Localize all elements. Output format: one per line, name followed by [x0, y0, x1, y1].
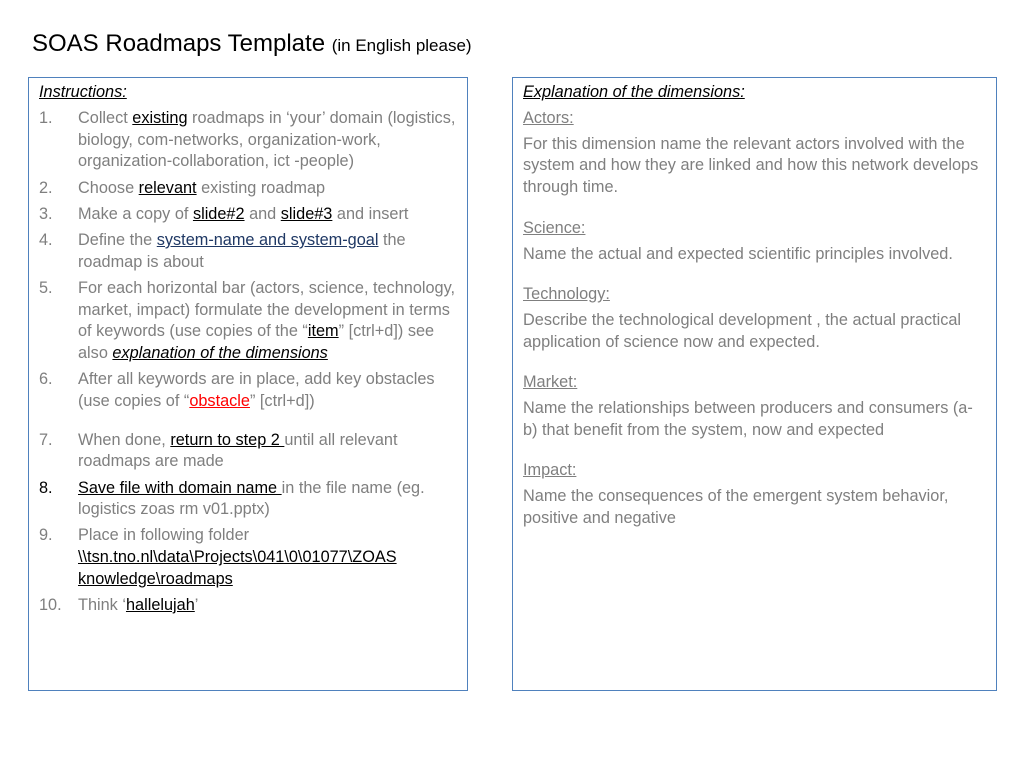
item-number: 3.	[39, 204, 53, 223]
section-heading: Market:	[523, 373, 578, 392]
item-text: ” [ctrl+d]) see also	[78, 322, 435, 363]
section-actors	[523, 108, 983, 199]
section-text: Name the consequences of the emergent system behavior, positive and negative	[523, 487, 949, 527]
item-text: Place in following folder	[78, 526, 250, 545]
link-return-step-2[interactable]: return to step 2	[170, 430, 285, 449]
instruction-item-8	[39, 478, 459, 521]
link-system-name-goal[interactable]: system-name and system-goal	[156, 231, 379, 250]
slide-title-main: SOAS Roadmaps Template	[32, 30, 326, 57]
instruction-item-1	[39, 108, 459, 173]
item-text: and	[244, 204, 281, 223]
link-slide-2[interactable]: slide#2	[192, 204, 245, 223]
item-text: Collect	[78, 109, 133, 127]
section-heading: Technology:	[523, 285, 610, 304]
item-number: 10.	[39, 596, 62, 615]
item-text: Define the	[78, 231, 157, 250]
item-number: 7.	[39, 430, 53, 449]
item-text: When done,	[78, 430, 171, 449]
item-number: 2.	[39, 178, 53, 197]
section-text: Name the actual and expected scientific principles involved.	[523, 244, 953, 263]
instruction-item-4	[39, 230, 459, 273]
link-obstacle[interactable]: obstacle	[189, 391, 250, 410]
instruction-item-6	[39, 369, 459, 412]
slide-title	[32, 30, 472, 58]
slide-title-sub: (in English please)	[331, 36, 472, 55]
item-number: 8.	[39, 478, 53, 497]
item-text: roadmaps in ‘your’ domain (logistics, biology, com-networks, organization-work, organization-collaboration, ict -people)	[78, 109, 456, 171]
link-save-file[interactable]: Save file with domain name	[78, 478, 282, 497]
item-text: For each horizontal bar (actors, science, technology, market, impact) formulate the development in terms of keywords (use copies of the “	[78, 278, 456, 341]
item-number: 5.	[39, 278, 53, 297]
item-text: until all relevant roadmaps are made	[78, 430, 398, 471]
item-number: 9.	[39, 526, 53, 545]
instruction-item-7	[39, 430, 459, 473]
link-item[interactable]: item	[307, 322, 339, 341]
item-number: 1.	[39, 109, 53, 127]
explanation-heading: Explanation of the dimensions:	[523, 83, 745, 101]
explanation-sections	[523, 108, 983, 549]
instruction-item-2	[39, 178, 459, 200]
section-text: Name the relationships between producers and consumers (a-b) that benefit from the system, now and expected	[523, 399, 973, 439]
item-text: Make a copy of	[78, 204, 193, 223]
item-text: Think ‘	[78, 596, 126, 615]
section-impact	[523, 460, 983, 529]
section-technology	[523, 284, 983, 353]
link-existing[interactable]: existing	[132, 109, 188, 127]
instructions-list	[39, 108, 459, 621]
link-relevant[interactable]: relevant	[138, 178, 197, 197]
item-number: 4.	[39, 231, 53, 250]
item-text: and insert	[332, 204, 409, 223]
item-number: 6.	[39, 370, 53, 389]
section-heading: Impact:	[523, 461, 577, 480]
item-text: Choose	[78, 178, 139, 197]
section-text: Describe the technological development , the actual practical application of science now and expected.	[523, 310, 962, 351]
item-text: After all keywords are in place, add key obstacles (use copies of “	[78, 370, 435, 410]
section-science	[523, 218, 983, 265]
instructions-heading: Instructions:	[39, 83, 127, 101]
section-heading: Science:	[523, 218, 586, 237]
link-hallelujah[interactable]: hallelujah	[125, 596, 195, 615]
link-explanation-dimensions[interactable]: explanation of the dimensions	[112, 344, 328, 363]
item-text: ’	[194, 596, 199, 615]
explanation-box	[512, 77, 997, 691]
instruction-item-3	[39, 204, 459, 226]
item-text: in the file name (eg. logistics zoas rm v01.pptx)	[78, 478, 425, 519]
item-text: the roadmap is about	[78, 231, 406, 271]
item-text: existing roadmap	[196, 178, 326, 197]
link-folder-path[interactable]: \\tsn.tno.nl\data\Projects\041\0\01077\ZOAS knowledge\roadmaps	[78, 548, 397, 588]
instruction-item-9	[39, 525, 459, 590]
instruction-item-10	[39, 595, 459, 617]
instructions-box	[28, 77, 468, 691]
section-heading: Actors:	[523, 109, 574, 127]
section-text: For this dimension name the relevant actors involved with the system and how they are linked and how this network develops through time.	[523, 134, 979, 197]
link-slide-3[interactable]: slide#3	[280, 204, 333, 223]
instruction-item-5	[39, 278, 459, 365]
item-text: ” [ctrl+d])	[249, 391, 315, 410]
section-market	[523, 372, 983, 441]
